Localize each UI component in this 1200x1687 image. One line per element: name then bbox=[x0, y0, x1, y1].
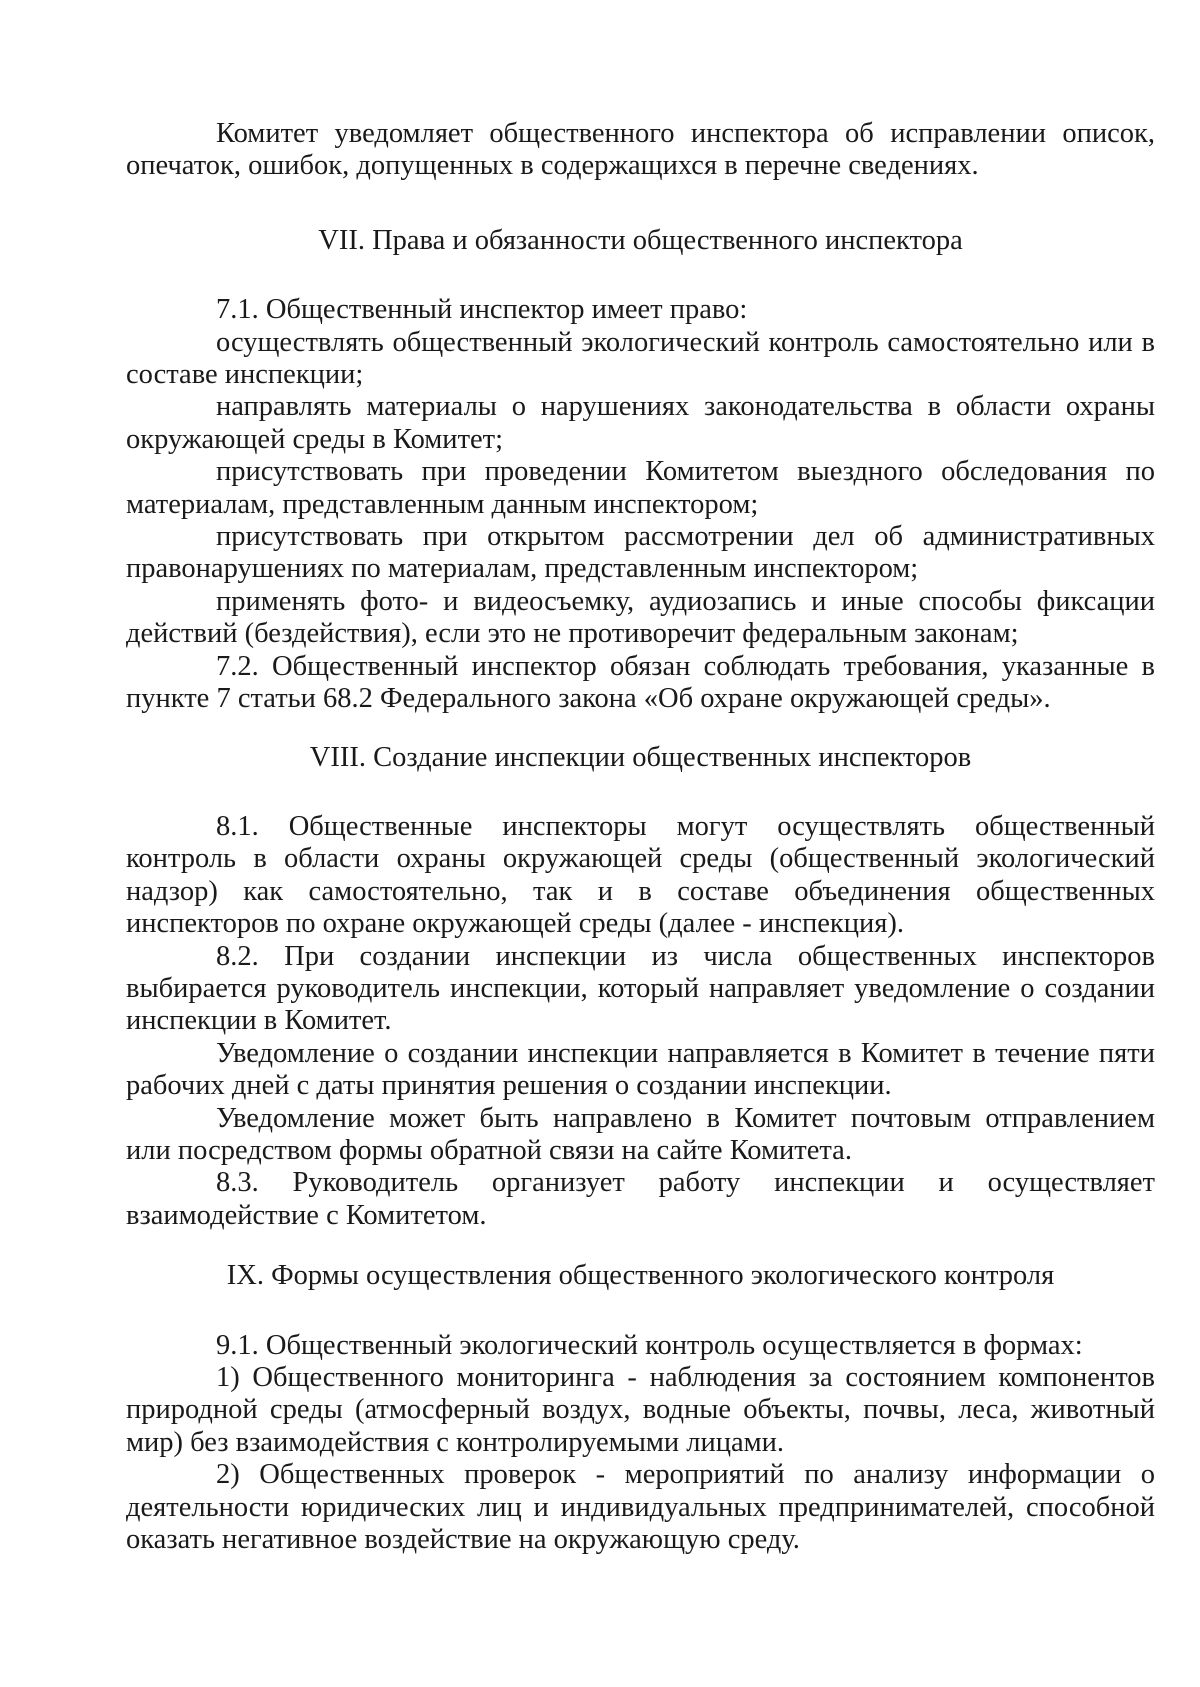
paragraph-7-1-item-1: осуществлять общественный экологический контроль самостоятельно или в составе инспекции; bbox=[126, 326, 1155, 391]
paragraph-7-1-item-5: применять фото- и видеосъемку, аудиозапись и иные способы фиксации действий (бездействия), если это не противоречит федеральным законам; bbox=[126, 585, 1155, 650]
paragraph-7-1-item-4: присутствовать при открытом рассмотрении дел об административных правонарушениях по материалам, представленным инспектором; bbox=[126, 521, 1155, 585]
paragraph-9-1-form-1: 1) Общественного мониторинга - наблюдения за состоянием компонентов природной среды (атмосферный воздух, водные объекты, почвы, леса, животный мир) без взаимодействия с контролируемыми лицами. bbox=[126, 1362, 1155, 1458]
intro-paragraph: Комитет уведомляет общественного инспектора об исправлении описок, опечаток, ошибок, допущенных в содержащихся в перечне сведениях. bbox=[126, 118, 1155, 182]
section-vii-heading: VII. Права и обязанности общественного инспектора bbox=[318, 224, 963, 256]
document-body bbox=[126, 118, 1155, 1556]
paragraph-8-2-notice-method: Уведомление может быть направлено в Комитет почтовым отправлением или посредством формы обратной связи на сайте Комитета. bbox=[126, 1102, 1155, 1166]
paragraph-9-1: 9.1. Общественный экологический контроль осуществляется в формах: bbox=[216, 1329, 1083, 1361]
section-viii-heading: VIII. Создание инспекции общественных инспекторов bbox=[309, 741, 972, 773]
paragraph-7-1: 7.1. Общественный инспектор имеет право: bbox=[216, 294, 748, 326]
paragraph-7-1-item-2: направлять материалы о нарушениях законодательства в области охраны окружающей среды в Комитет; bbox=[126, 391, 1155, 455]
section-ix-body bbox=[126, 1330, 1155, 1557]
paragraph-8-2-notice-deadline: Уведомление о создании инспекции направляется в Комитет в течение пяти рабочих дней с даты принятия решения о создании инспекции. bbox=[126, 1037, 1155, 1102]
section-viii-body bbox=[126, 811, 1155, 1232]
section-vii-body bbox=[126, 294, 1155, 715]
paragraph-8-1: 8.1. Общественные инспекторы могут осуществлять общественный контроль в области охраны окружающей среды (общественный экологический надзор) как самостоятельно, так и в составе объединения общественных инспекторов по охране окружающей среды (далее - инспекция). bbox=[126, 810, 1155, 940]
paragraph-8-2: 8.2. При создании инспекции из числа общественных инспекторов выбирается руководитель инспекции, который направляет уведомление о создании инспекции в Комитет. bbox=[126, 940, 1155, 1037]
paragraph-7-1-item-3: присутствовать при проведении Комитетом выездного обследования по материалам, представленным данным инспектором; bbox=[126, 456, 1155, 520]
paragraph-8-3: 8.3. Руководитель организует работу инспекции и осуществляет взаимодействие с Комитетом. bbox=[126, 1167, 1155, 1231]
paragraph-7-2: 7.2. Общественный инспектор обязан соблюдать требования, указанные в пункте 7 статьи 68.2 Федерального закона «Об охране окружающей среды». bbox=[126, 650, 1155, 715]
section-ix-heading: IX. Формы осуществления общественного экологического контроля bbox=[226, 1260, 1055, 1292]
paragraph-9-1-form-2: 2) Общественных проверок - мероприятий по анализу информации о деятельности юридических лиц и индивидуальных предпринимателей, способной оказать негативное воздействие на окружающую среду. bbox=[126, 1459, 1155, 1556]
